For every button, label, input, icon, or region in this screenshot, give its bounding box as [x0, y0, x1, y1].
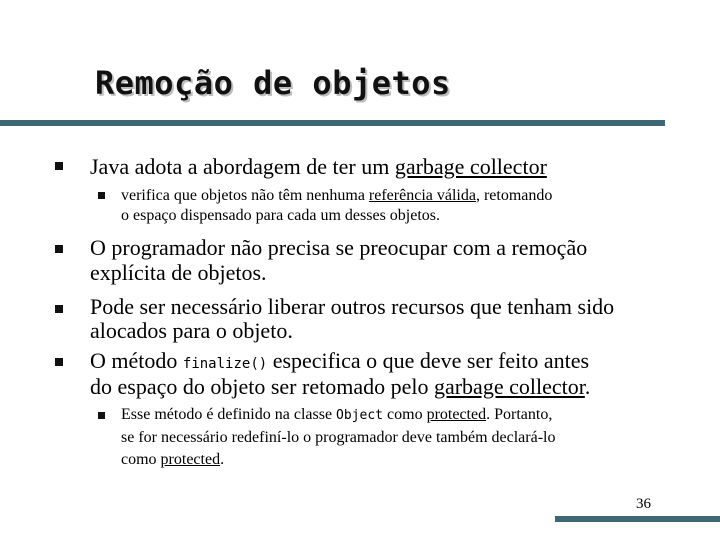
sub-bullet-1-line-2: o espaço dispensado para cada um desses objetos.	[121, 207, 441, 224]
bullet-4-line-2	[90, 375, 680, 399]
sub-bullet-1-post: , retomando	[475, 187, 553, 204]
sub-bullet-4-pre: Esse método é definido na classe	[121, 406, 337, 423]
bullet-4-post: especifica o que deve ser feito antes	[267, 348, 590, 373]
bullet-marker-4	[55, 358, 63, 366]
bullet-4-line-2-post: .	[584, 374, 591, 399]
bullet-2-line-1: O programador não precisa se preocupar com a remoção	[90, 235, 588, 260]
bullet-4-pre: O método	[90, 348, 183, 373]
sub-bullet-marker-4	[98, 412, 105, 419]
slide-title: Remoção de objetos	[95, 64, 451, 102]
sub-bullet-1-pre: verifica que objetos não têm nenhuma	[121, 187, 369, 204]
referencia-valida-link[interactable]: referência válida	[368, 187, 476, 204]
bullet-2-line-2: explícita de objetos.	[90, 260, 267, 285]
bullet-1-pre: Java adota a abordagem de ter um	[90, 154, 395, 179]
sub-bullet-1-line-1	[121, 186, 691, 205]
protected-link-1[interactable]: protected	[426, 406, 487, 423]
garbage-collector-link[interactable]: garbage collector	[394, 154, 547, 179]
bullet-marker-1	[55, 162, 63, 170]
bullet-4-line-1	[90, 349, 680, 376]
sub-bullet-4-line-3-pre: como	[121, 451, 161, 468]
page-number: 36	[636, 496, 651, 512]
bullet-1-text	[90, 155, 680, 179]
sub-bullet-marker-1	[98, 192, 105, 199]
sub-bullet-4-line-3	[121, 450, 691, 469]
bullet-4-line-2-pre: do espaço do objeto ser retomado pelo	[90, 374, 434, 399]
garbage-collector-link-2[interactable]: garbage collector	[433, 374, 585, 399]
sub-bullet-4-mid: como	[383, 406, 427, 423]
sub-bullet-4-post: . Portanto,	[486, 406, 553, 423]
protected-link-2[interactable]: protected	[160, 451, 221, 468]
sub-bullet-4-line-2: se for necessário redefiní-lo o programador deve também declará-lo	[121, 429, 556, 446]
title-underline-bar	[0, 120, 665, 126]
bullet-3-line-1: Pode ser necessário liberar outros recursos que tenham sido	[90, 294, 615, 319]
footer-bar	[555, 516, 720, 522]
object-code: Object	[336, 408, 384, 423]
sub-bullet-4-line-1	[121, 405, 691, 425]
finalize-code: finalize()	[182, 356, 268, 372]
bullet-marker-2	[55, 245, 63, 253]
bullet-3-line-2: alocados para o objeto.	[90, 318, 293, 343]
bullet-marker-3	[55, 305, 63, 313]
sub-bullet-4-line-3-post: .	[220, 451, 225, 468]
